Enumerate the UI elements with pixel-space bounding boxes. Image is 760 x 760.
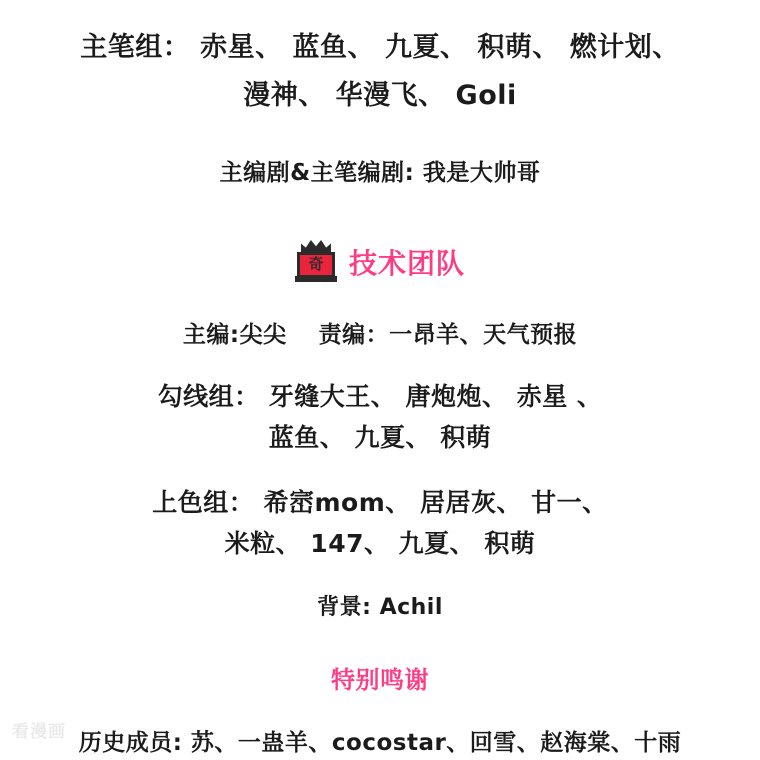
watermark-logo: 看漫画 xyxy=(12,721,66,742)
tech-team-header xyxy=(24,240,736,284)
emblem-character: 奇 xyxy=(308,255,324,274)
editors-line xyxy=(24,318,736,352)
chief-editor-label: 主编: xyxy=(182,321,240,348)
color-line-2: 米粒、 147、 九夏、 积萌 xyxy=(224,528,536,558)
emblem-icon xyxy=(295,240,337,284)
tech-team-title: 技术团队 xyxy=(348,246,465,280)
special-thanks-title: 特别鸣谢 xyxy=(331,665,429,694)
chief-editor-value: 尖尖 xyxy=(239,321,287,348)
emblem-base xyxy=(295,276,337,282)
lineart-line-1: 勾线组： 牙缝大王、 唐炮炮、 赤星 、 xyxy=(157,381,603,411)
lineart-line-2: 蓝鱼、 九夏、 积萌 xyxy=(268,422,492,452)
chief-writer-line: 主编剧&主笔编剧: 我是大帅哥 xyxy=(219,159,541,186)
main-artists-line-2: 漫神、 华漫飞、 Goli xyxy=(243,79,517,111)
responsible-editor-value: 一昂羊、天气预报 xyxy=(389,321,578,348)
history-members-line: 历史成员: 苏、一蛊羊、cocostar、回雪、赵海棠、十雨 xyxy=(78,730,682,757)
emblem-plate xyxy=(297,252,335,278)
main-artists-line-1: 主笔组： 赤星、 蓝鱼、 九夏、 积萌、 燃计划、 xyxy=(80,32,680,63)
color-line-1: 上色组： 希崈mom、 居居灰、 甘一、 xyxy=(152,487,608,517)
background-artist-line: 背景: Achil xyxy=(317,594,443,620)
main-credits-block xyxy=(24,28,736,190)
responsible-editor-label: 责编： xyxy=(318,321,390,348)
